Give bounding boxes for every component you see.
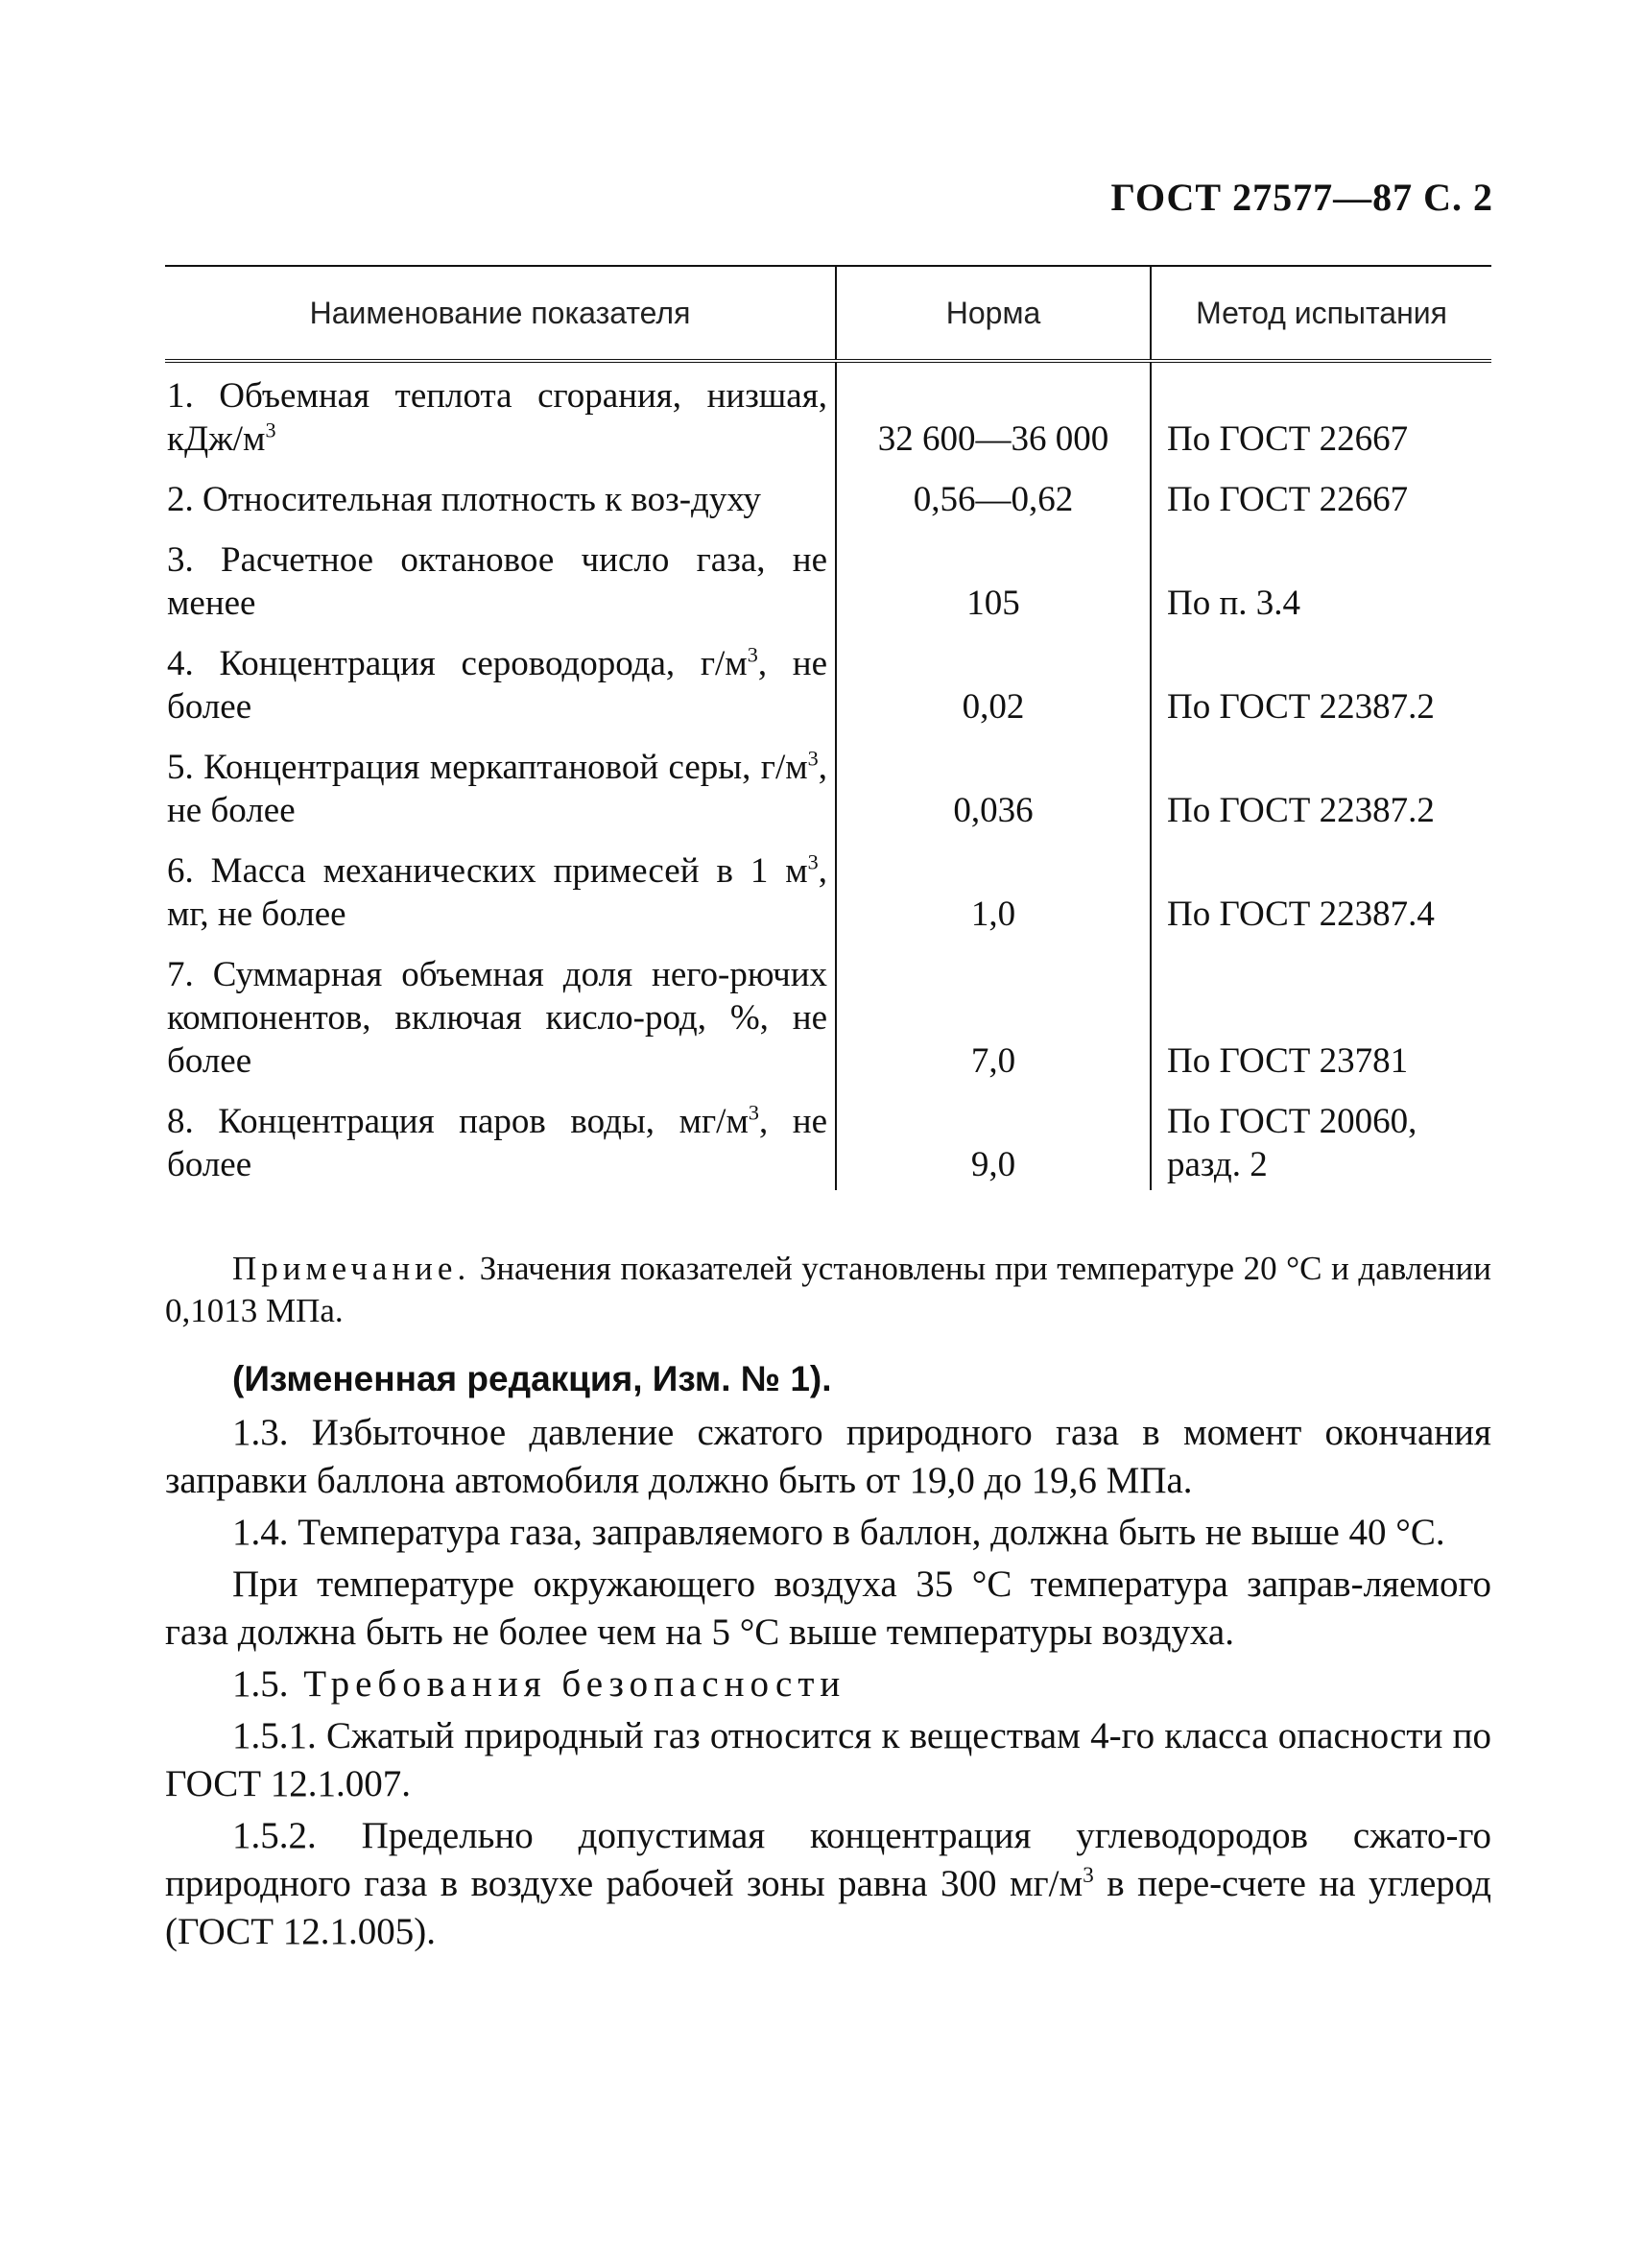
indicator-method: По ГОСТ 20060, разд. 2 — [1150, 1090, 1491, 1190]
indicator-name-text: 1. Объемная теплота сгорания, низшая, кДж/м — [167, 376, 827, 459]
indicator-name — [165, 363, 835, 468]
indicator-norm: 105 — [835, 529, 1150, 633]
column-header-norm: Норма — [835, 267, 1150, 359]
table-note — [165, 1248, 1491, 1332]
indicator-name-text: 3. Расчетное октановое число газа, не менее — [167, 540, 827, 623]
column-header-name: Наименование показателя — [309, 295, 691, 330]
indicator-name-text: 2. Относительная плотность к воз-духу — [167, 480, 761, 519]
paragraph-1-3: 1.3. Избыточное давление сжатого природного газа в момент окончания заправки баллона автомобиля должно быть от 19,0 до 19,6 МПа. — [165, 1412, 1491, 1501]
indicator-name-text: 8. Концентрация паров воды, мг/м — [167, 1102, 749, 1141]
indicator-name-superscript: 3 — [747, 642, 758, 667]
indicator-method: По ГОСТ 22667 — [1150, 363, 1491, 468]
indicator-name-superscript: 3 — [807, 746, 819, 771]
indicator-norm: 1,0 — [835, 840, 1150, 943]
indicator-norm: 32 600—36 000 — [835, 363, 1150, 468]
table-row — [165, 468, 1491, 529]
indicator-name-text: 5. Концентрация меркаптановой серы, г/м — [167, 748, 808, 787]
paragraph-1-4-continued: При температуре окружающего воздуха 35 °С температура заправ-ляемого газа должна быть не более чем на 5 °С выше температуры воздуха. — [165, 1564, 1491, 1653]
indicator-name-superscript: 3 — [807, 849, 819, 874]
section-title: Требования безопасности — [288, 1663, 846, 1705]
paragraph-1-5-2-text: 1.5.2. Предельно допустимая концентрация углеводородов сжато-го природного газа в воздухе рабочей зоны равна 300 мг/м — [165, 1815, 1491, 1904]
indicator-name-tail: , не более — [167, 644, 827, 727]
table-row — [165, 529, 1491, 633]
change-note: (Измененная редакция, Изм. № 1). — [232, 1359, 832, 1398]
indicator-norm: 7,0 — [835, 943, 1150, 1090]
note-text: Значения показателей установлены при температуре 20 °С и давлении 0,1013 МПа. — [165, 1250, 1491, 1329]
indicator-name — [165, 468, 835, 529]
paragraph-1-5-2 — [165, 1812, 1491, 1956]
table-body — [165, 363, 1491, 1190]
indicator-norm: 0,02 — [835, 633, 1150, 736]
indicator-name-superscript: 3 — [265, 418, 276, 442]
indicator-norm: 0,56—0,62 — [835, 468, 1150, 529]
indicator-name — [165, 840, 835, 943]
table-row — [165, 633, 1491, 736]
indicator-name — [165, 736, 835, 840]
indicator-norm: 0,036 — [835, 736, 1150, 840]
indicator-name — [165, 529, 835, 633]
indicator-name — [165, 633, 835, 736]
indicator-method: По ГОСТ 22387.2 — [1150, 633, 1491, 736]
paragraph-1-5-1: 1.5.1. Сжатый природный газ относится к веществам 4-го класса опасности по ГОСТ 12.1.007. — [165, 1715, 1491, 1804]
indicator-name-superscript: 3 — [748, 1100, 759, 1125]
section-heading-1-5 — [165, 1660, 1491, 1708]
table-row — [165, 736, 1491, 840]
body-text — [165, 1248, 1491, 1960]
indicator-method: По ГОСТ 22387.2 — [1150, 736, 1491, 840]
indicator-name-tail: , не более — [167, 1102, 827, 1184]
table-row — [165, 840, 1491, 943]
page-header: ГОСТ 27577—87 С. 2 — [1110, 176, 1493, 219]
paragraph-1-5-2-tail: в пере-счете на углерод (ГОСТ 12.1.005). — [165, 1863, 1491, 1952]
section-number: 1.5. — [232, 1663, 289, 1705]
indicator-method: По ГОСТ 22667 — [1150, 468, 1491, 529]
table-header — [165, 265, 1491, 363]
paragraph-1-5-2-superscript: 3 — [1083, 1863, 1094, 1888]
indicator-method: По ГОСТ 22387.4 — [1150, 840, 1491, 943]
table-row — [165, 363, 1491, 468]
note-label: Примечание. — [232, 1250, 471, 1287]
indicators-table — [165, 265, 1491, 1190]
indicator-name-text: 4. Концентрация сероводорода, г/м — [167, 644, 748, 683]
indicator-name-tail: , не более — [167, 748, 827, 830]
indicator-method: По п. 3.4 — [1150, 529, 1491, 633]
indicator-name-text: 7. Суммарная объемная доля него-рючих компонентов, включая кисло-род, %, не более — [167, 955, 827, 1081]
indicator-name-text: 6. Масса механических примесей в 1 м — [167, 851, 808, 891]
indicator-name-tail: , мг, не более — [167, 851, 827, 934]
indicator-name — [165, 943, 835, 1090]
table-row — [165, 1090, 1491, 1190]
indicator-name — [165, 1090, 835, 1190]
paragraph-1-4: 1.4. Температура газа, заправляемого в баллон, должна быть не выше 40 °С. — [232, 1512, 1445, 1553]
indicator-method: По ГОСТ 23781 — [1150, 943, 1491, 1090]
table-row — [165, 943, 1491, 1090]
column-header-method: Метод испытания — [1150, 267, 1491, 359]
indicator-norm: 9,0 — [835, 1090, 1150, 1190]
